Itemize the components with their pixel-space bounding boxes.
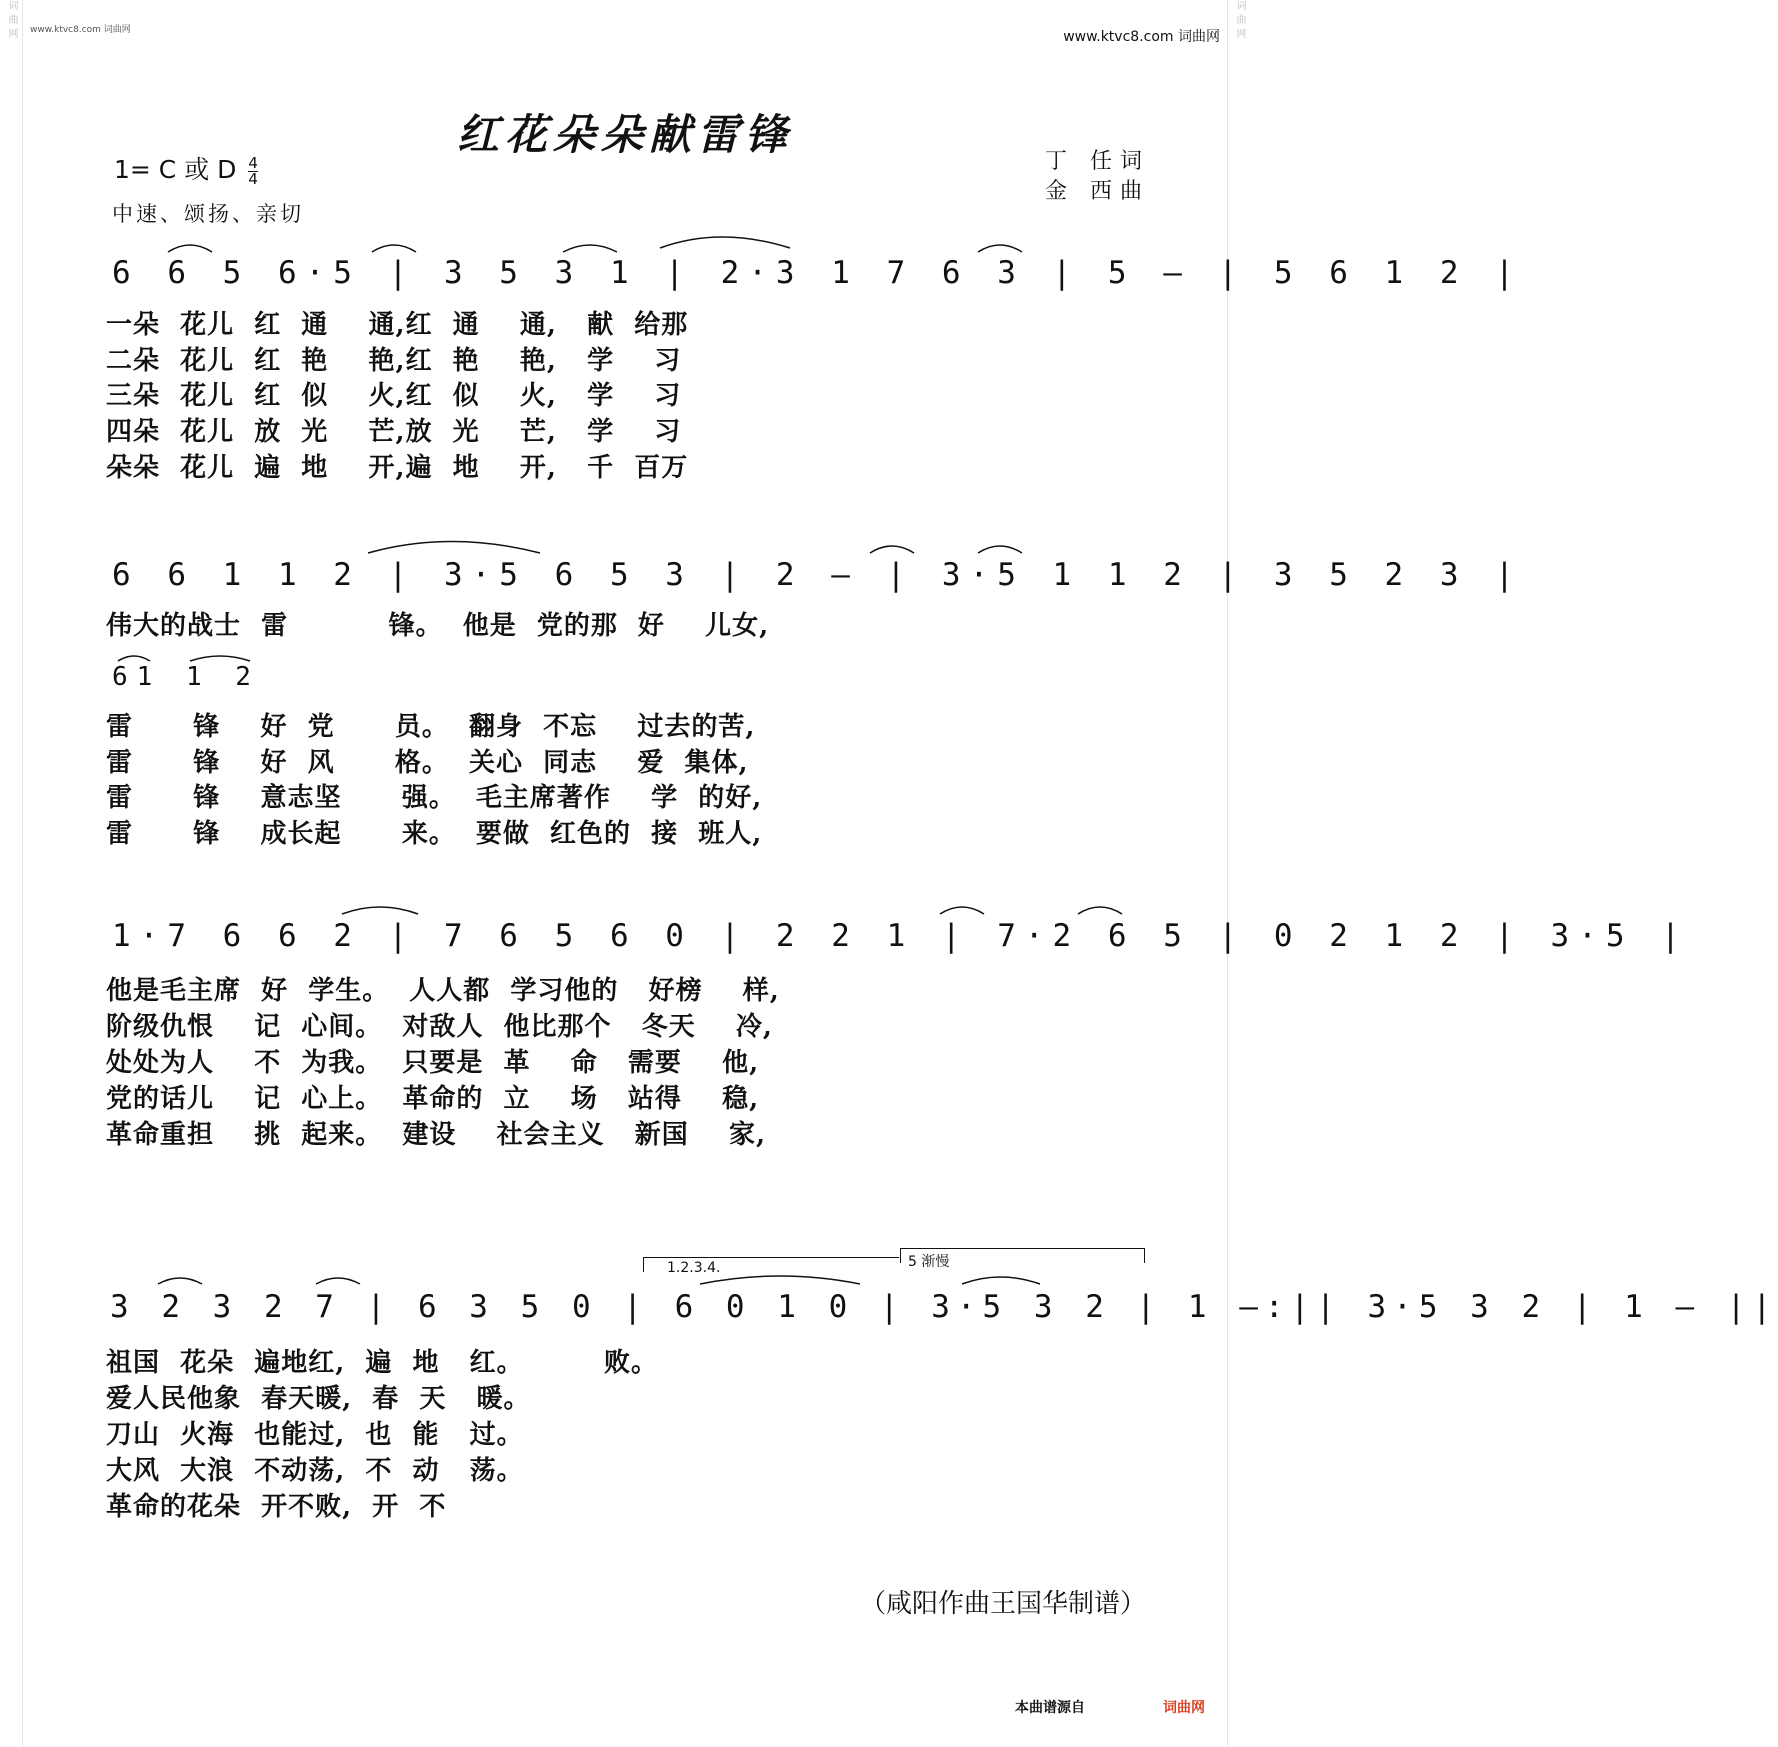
- slur: [978, 546, 1022, 553]
- slur: [118, 656, 150, 661]
- notes-line-2-extra: 61 1 2: [112, 662, 260, 692]
- lyric-1-4: 四朵 花儿 放 光 芒,放 光 芒, 学 习: [106, 417, 682, 447]
- site-url-small: www.ktvc8.com 词曲网: [30, 25, 131, 35]
- lyric-3-2: 阶级仇恨 记 心间。 对敌人 他比那个 冬天 冷,: [106, 1012, 773, 1042]
- lyric-1-1: 一朵 花儿 红 通 通,红 通 通, 献 给那: [106, 310, 689, 340]
- tempo-marking: 中速、颂扬、亲切: [112, 202, 304, 226]
- lyric-4-2: 爱人民他象 春天暖, 春 天 暖。: [106, 1384, 531, 1414]
- lyric-2-1: 伟大的战士 雷 锋。 他是 党的那 好 儿女,: [106, 611, 770, 641]
- slur: [978, 245, 1022, 252]
- slur: [316, 1278, 360, 1284]
- lyric-3-3: 处处为人 不 为我。 只要是 革 命 需要 他,: [106, 1048, 760, 1078]
- transcriber-credit: （咸阳作曲王国华制谱）: [860, 1589, 1147, 1619]
- slur: [342, 907, 418, 914]
- lyric-2-2: 雷 锋 好 党 员。 翻身 不忘 过去的苦,: [106, 712, 756, 742]
- notes-line-4: 3 2 3 2 7 | 6 3 5 0 | 6 0 1 0 | 3·5 3 2 | 1 –:|| 3·5 3 2 | 1 – ||: [110, 1289, 1778, 1325]
- lyric-3-1: 他是毛主席 好 学生。 人人都 学习他的 好榜 样,: [106, 976, 780, 1006]
- lyric-1-2: 二朵 花儿 红 艳 艳,红 艳 艳, 学 习: [106, 346, 682, 376]
- lyric-3-5: 革命重担 挑 起来。 建设 社会主义 新国 家,: [106, 1120, 767, 1150]
- slur: [700, 1276, 860, 1284]
- slur: [660, 237, 790, 248]
- slur: [962, 1277, 1040, 1284]
- lyric-2-4: 雷 锋 意志坚 强。 毛主席著作 学 的好,: [106, 783, 763, 813]
- lyricist-credit: 丁 任词: [1045, 149, 1150, 174]
- lyric-3-4: 党的话儿 记 心上。 革命的 立 场 站得 稳,: [106, 1084, 760, 1114]
- lyric-1-3: 三朵 花儿 红 似 火,红 似 火, 学 习: [106, 381, 682, 411]
- slur: [870, 546, 914, 553]
- first-ending-label: 1.2.3.4.: [667, 1260, 721, 1276]
- slur: [158, 1278, 202, 1284]
- notes-line-3: 1·7 6 6 2 | 7 6 5 6 0 | 2 2 1 | 7·2 6 5 | 0 2 1 2 | 3·5 |: [112, 918, 1689, 954]
- right-watermark-strip: 词曲网: [1227, 0, 1250, 1747]
- left-watermark-strip: 词曲网: [0, 0, 23, 1747]
- lyric-4-1: 祖国 花朵 遍地红, 遍 地 红。 败。: [106, 1348, 659, 1378]
- lyric-4-3: 刀山 火海 也能过, 也 能 过。: [106, 1420, 524, 1450]
- slur: [940, 907, 984, 914]
- lyric-2-3: 雷 锋 好 风 格。 关心 同志 爱 集体,: [106, 748, 749, 778]
- lyric-4-4: 大风 大浪 不动荡, 不 动 荡。: [106, 1456, 524, 1486]
- second-ending-label: 5 渐慢: [908, 1254, 950, 1270]
- lyric-4-5: 革命的花朵 开不败, 开 不: [106, 1492, 447, 1522]
- source-label: 本曲谱源自: [1015, 1700, 1085, 1716]
- notes-line-1: 6 6 5 6·5 | 3 5 3 1 | 2·3 1 7 6 3 | 5 – | 5 6 1 2 |: [112, 255, 1523, 291]
- slur: [372, 245, 416, 252]
- source-site-link[interactable]: 词曲网: [1163, 1700, 1205, 1716]
- slur: [563, 245, 617, 252]
- time-top: 4: [248, 153, 258, 172]
- time-bottom: 4: [248, 169, 258, 188]
- slur: [1078, 907, 1122, 914]
- site-url[interactable]: www.ktvc8.com 词曲网: [1063, 29, 1220, 45]
- lyric-1-5: 朵朵 花儿 遍 地 开,遍 地 开, 千 百万: [106, 453, 689, 483]
- composer-credit: 金 西曲: [1045, 179, 1150, 204]
- key-text: 1= C 或 D: [114, 155, 237, 184]
- slur: [168, 245, 212, 252]
- song-title: 红花朵朵献雷锋: [456, 110, 793, 159]
- notes-line-2: 6 6 1 1 2 | 3·5 6 5 3 | 2 – | 3·5 1 1 2 | 3 5 2 3 |: [112, 557, 1523, 593]
- slur: [190, 656, 250, 661]
- slur: [368, 542, 540, 554]
- lyric-2-5: 雷 锋 成长起 来。 要做 红色的 接 班人,: [106, 819, 763, 849]
